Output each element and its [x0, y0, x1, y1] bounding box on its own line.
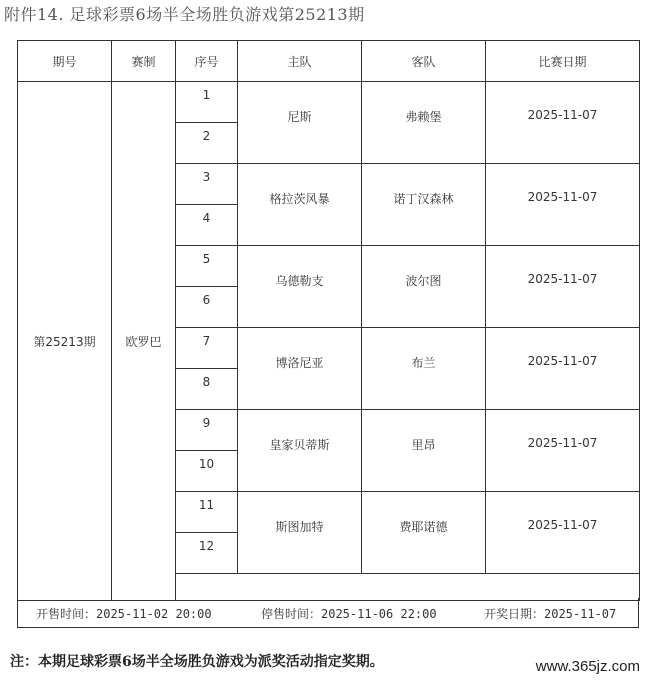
seq-number: 7 — [202, 334, 211, 348]
home-team: 尼斯 — [287, 110, 312, 124]
home-team-cell — [238, 410, 362, 492]
seq-number: 9 — [202, 416, 211, 430]
away-team: 费耶诺德 — [399, 520, 448, 534]
match-date-cell — [486, 246, 640, 328]
match-date-cell — [486, 492, 640, 574]
away-team: 诺丁汉森林 — [393, 192, 454, 206]
home-team: 乌德勒支 — [275, 274, 324, 288]
seq-number: 10 — [198, 457, 215, 471]
away-team-cell — [362, 410, 486, 492]
away-team-cell — [362, 246, 486, 328]
schedule-table — [17, 40, 640, 601]
seq-cell — [176, 451, 238, 492]
header-issue: 期号 — [18, 41, 112, 82]
header-home: 主队 — [238, 41, 362, 82]
header-row — [18, 41, 640, 82]
header-date: 比赛日期 — [486, 41, 640, 82]
match-date: 2025-11-07 — [527, 190, 598, 204]
home-team-cell — [238, 164, 362, 246]
seq-number: 5 — [202, 252, 211, 266]
competition-cell: 欧罗巴 — [112, 82, 176, 601]
match-date: 2025-11-07 — [527, 518, 598, 532]
seq-cell — [176, 123, 238, 164]
footnote: 注：本期足球彩票6场半全场胜负游戏为派奖活动指定奖期。 — [10, 654, 384, 670]
header-competition: 赛制 — [112, 41, 176, 82]
match-date: 2025-11-07 — [527, 272, 598, 286]
home-team-cell — [238, 246, 362, 328]
away-team-cell — [362, 492, 486, 574]
seq-cell — [176, 246, 238, 287]
away-team: 布兰 — [411, 356, 436, 370]
sale-start-time: 开售时间：2025-11-02 20:00 — [36, 607, 212, 621]
seq-cell — [176, 492, 238, 533]
seq-number: 1 — [202, 88, 211, 102]
watermark: www.365jz.com — [535, 658, 640, 675]
seq-cell — [176, 410, 238, 451]
blank-cell — [176, 574, 640, 601]
issue-cell: 第25213期 — [18, 82, 112, 601]
seq-cell — [176, 205, 238, 246]
seq-number: 2 — [202, 129, 211, 143]
match-date-cell — [486, 82, 640, 164]
sale-info-footer — [17, 598, 639, 628]
seq-number: 3 — [202, 170, 211, 184]
home-team-cell — [238, 492, 362, 574]
away-team: 里昂 — [411, 438, 436, 452]
seq-number: 8 — [202, 375, 211, 389]
seq-number: 6 — [202, 293, 211, 307]
seq-cell — [176, 82, 238, 123]
match-date-cell — [486, 410, 640, 492]
home-team: 博洛尼亚 — [275, 356, 324, 370]
match-date: 2025-11-07 — [527, 108, 598, 122]
seq-cell — [176, 328, 238, 369]
seq-cell — [176, 287, 238, 328]
away-team-cell — [362, 164, 486, 246]
away-team-cell — [362, 328, 486, 410]
seq-cell — [176, 369, 238, 410]
header-away: 客队 — [362, 41, 486, 82]
away-team: 波尔图 — [405, 274, 442, 288]
table-row — [18, 82, 640, 123]
seq-cell — [176, 164, 238, 205]
page-title: 附件14. 足球彩票6场半全场胜负游戏第25213期 — [4, 5, 365, 24]
draw-date: 开奖日期：2025-11-07 — [484, 607, 617, 621]
seq-number: 11 — [198, 498, 215, 512]
match-date: 2025-11-07 — [527, 436, 598, 450]
home-team-cell — [238, 82, 362, 164]
match-date-cell — [486, 328, 640, 410]
seq-number: 4 — [202, 211, 211, 225]
home-team: 斯图加特 — [275, 520, 324, 534]
match-date: 2025-11-07 — [527, 354, 598, 368]
seq-number: 12 — [198, 539, 215, 553]
home-team: 格拉茨风暴 — [269, 192, 330, 206]
seq-cell — [176, 533, 238, 574]
sale-stop-time: 停售时间：2025-11-06 22:00 — [261, 607, 437, 621]
match-date-cell — [486, 164, 640, 246]
home-team: 皇家贝蒂斯 — [269, 438, 330, 452]
away-team-cell — [362, 82, 486, 164]
home-team-cell — [238, 328, 362, 410]
away-team: 弗赖堡 — [405, 110, 442, 124]
header-seq: 序号 — [176, 41, 238, 82]
